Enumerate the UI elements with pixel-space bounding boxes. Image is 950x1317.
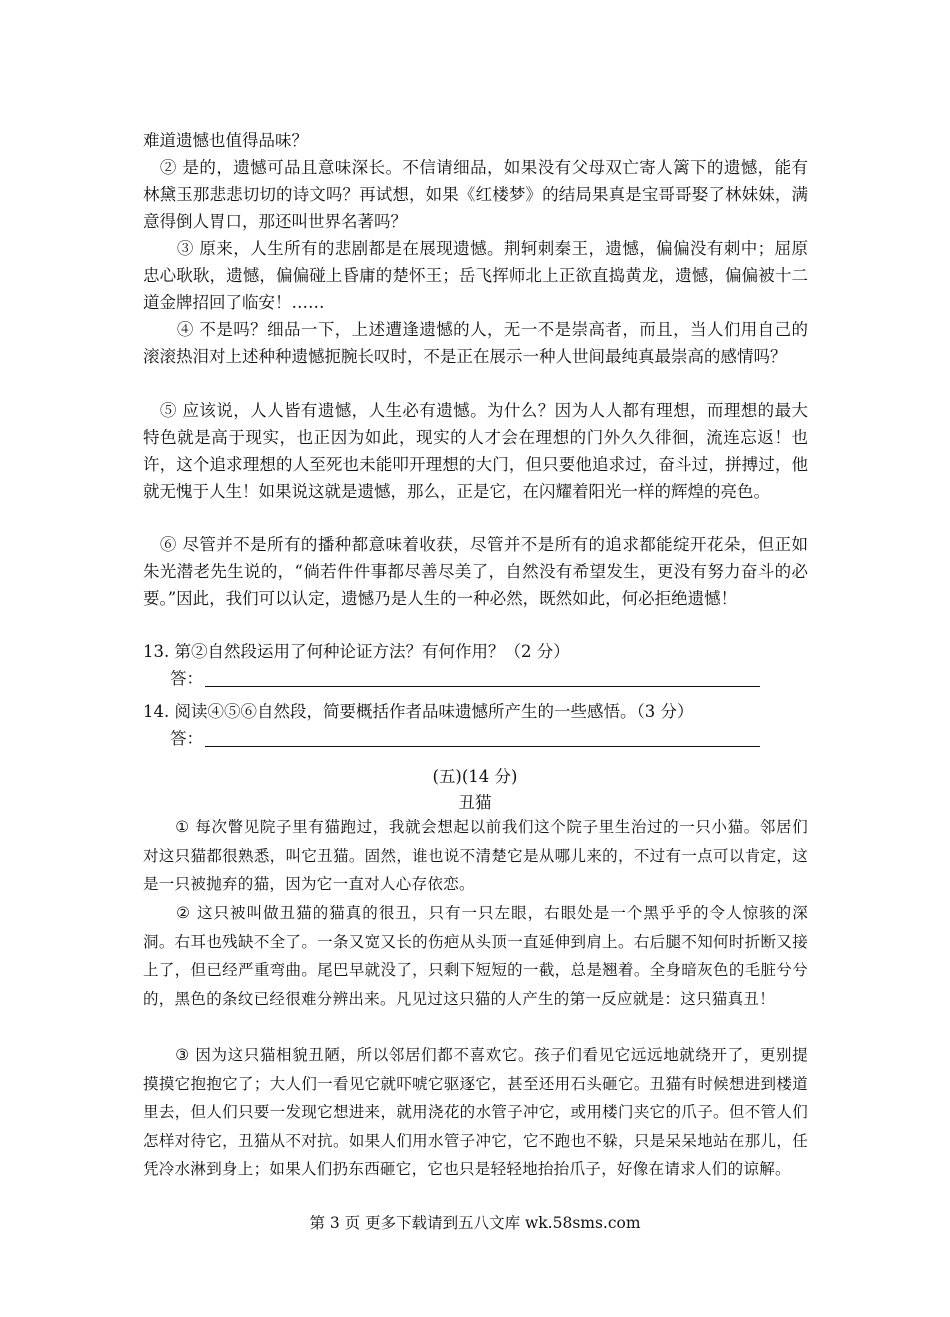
answer-line-14[interactable] <box>205 746 760 747</box>
story-title: 丑猫 <box>458 793 492 812</box>
answer-label-13: 答： <box>170 669 203 688</box>
essay-paragraph-4: ④ 不是吗？细品一下，上述遭逢遗憾的人，无一不是崇高者，而且，当人们用自己的滚滚热泪对上述种种遗憾扼腕长叹时，不是正在展示一种人世间最纯真最崇高的感情吗？ <box>143 320 808 366</box>
story-paragraph-3: ③ 因为这只猫相貌丑陋，所以邻居们都不喜欢它。孩子们看见它远远地就绕开了，更别提摸摸它抱抱它了；大人们一看见它就吓唬它驱逐它，甚至还用石头砸它。丑猫有时候想进到楼道里去，但人们只要一发现它想进来，就用浇花的水管子冲它，或用楼门夹它的爪子。但不管人们怎样对待它，丑猫从不对抗。如果人们用水管子冲它，它不跑也不躲，只是呆呆地站在那儿，任凭冷水淋到身上；如果人们扔东西砸它，它也只是轻轻地抬抬爪子，好像在请求人们的谅解。 <box>143 1046 808 1178</box>
question-13: 13. 第②自然段运用了何种论证方法？有何作用？（2 分） <box>143 642 570 661</box>
essay-paragraph-5: ⑤ 应该说，人人皆有遗憾，人生必有遗憾。为什么？因为人人都有理想，而理想的最大特色就是高于现实，也正因为如此，现实的人才会在理想的门外久久徘徊，流连忘返！也许，这个追求理想的人至死也未能叩开理想的大门，但只要他追求过，奋斗过，拼搏过，他就无愧于人生！如果说这就是遗憾，那么，正是它，在闪耀着阳光一样的辉煌的亮色。 <box>143 401 808 501</box>
question-14: 14. 阅读④⑤⑥自然段，简要概括作者品味遗憾所产生的一些感悟。（3 分） <box>143 702 694 721</box>
story-paragraph-1: ① 每次瞥见院子里有猫跑过，我就会想起以前我们这个院子里生治过的一只小猫。邻居们对这只猫都很熟悉，叫它丑猫。固然，谁也说不清楚它是从哪儿来的，不过有一点可以肯定，这是一只被抛弃的猫，因为它一直对人心存依恋。 <box>143 818 808 893</box>
essay-paragraph-6: ⑥ 尽管并不是所有的播种都意味着收获，尽管并不是所有的追求都能绽开花朵，但正如朱光潜老先生说的，“倘若件件事都尽善尽美了，自然没有希望发生，更没有努力奋斗的必要。”因此，我们可以认定，遗憾乃是人生的一种必然，既然如此，何必拒绝遗憾！ <box>143 535 808 608</box>
intro-line: 难道遗憾也值得品味？ <box>143 131 308 150</box>
answer-line-13[interactable] <box>205 686 760 687</box>
page-footer: 第 3 页 更多下载请到五八文库 wk.58sms.com <box>309 1214 641 1232</box>
story-paragraph-2: ② 这只被叫做丑猫的猫真的很丑，只有一只左眼，右眼处是一个黑乎乎的令人惊骇的深洞。右耳也残缺不全了。一条又宽又长的伤疤从头顶一直延伸到肩上。右后腿不知何时折断又接上了，但已经严重弯曲。尾巴早就没了，只剩下短短的一截，总是翘着。全身暗灰色的毛脏兮兮的，黑色的条纹已经很难分辨出来。凡见过这只猫的人产生的第一反应就是：这只猫真丑！ <box>143 904 808 1008</box>
essay-paragraph-3: ③ 原来，人生所有的悲剧都是在展现遗憾。荆轲刺秦王，遗憾，偏偏没有刺中；屈原忠心耿耿，遗憾，偏偏碰上昏庸的楚怀王；岳飞挥师北上正欲直捣黄龙，遗憾，偏偏被十二道金牌招回了临安！…… <box>143 239 808 312</box>
section-heading: (五)(14 分) <box>432 767 518 786</box>
essay-paragraph-2: ② 是的，遗憾可品且意味深长。不信请细品，如果没有父母双亡寄人篱下的遗憾，能有林黛玉那悲悲切切的诗文吗？再试想，如果《红楼梦》的结局果真是宝哥哥娶了林妹妹，满意得倒人胃口，那还叫世界名著吗？ <box>143 158 808 231</box>
answer-label-14: 答： <box>170 729 203 748</box>
